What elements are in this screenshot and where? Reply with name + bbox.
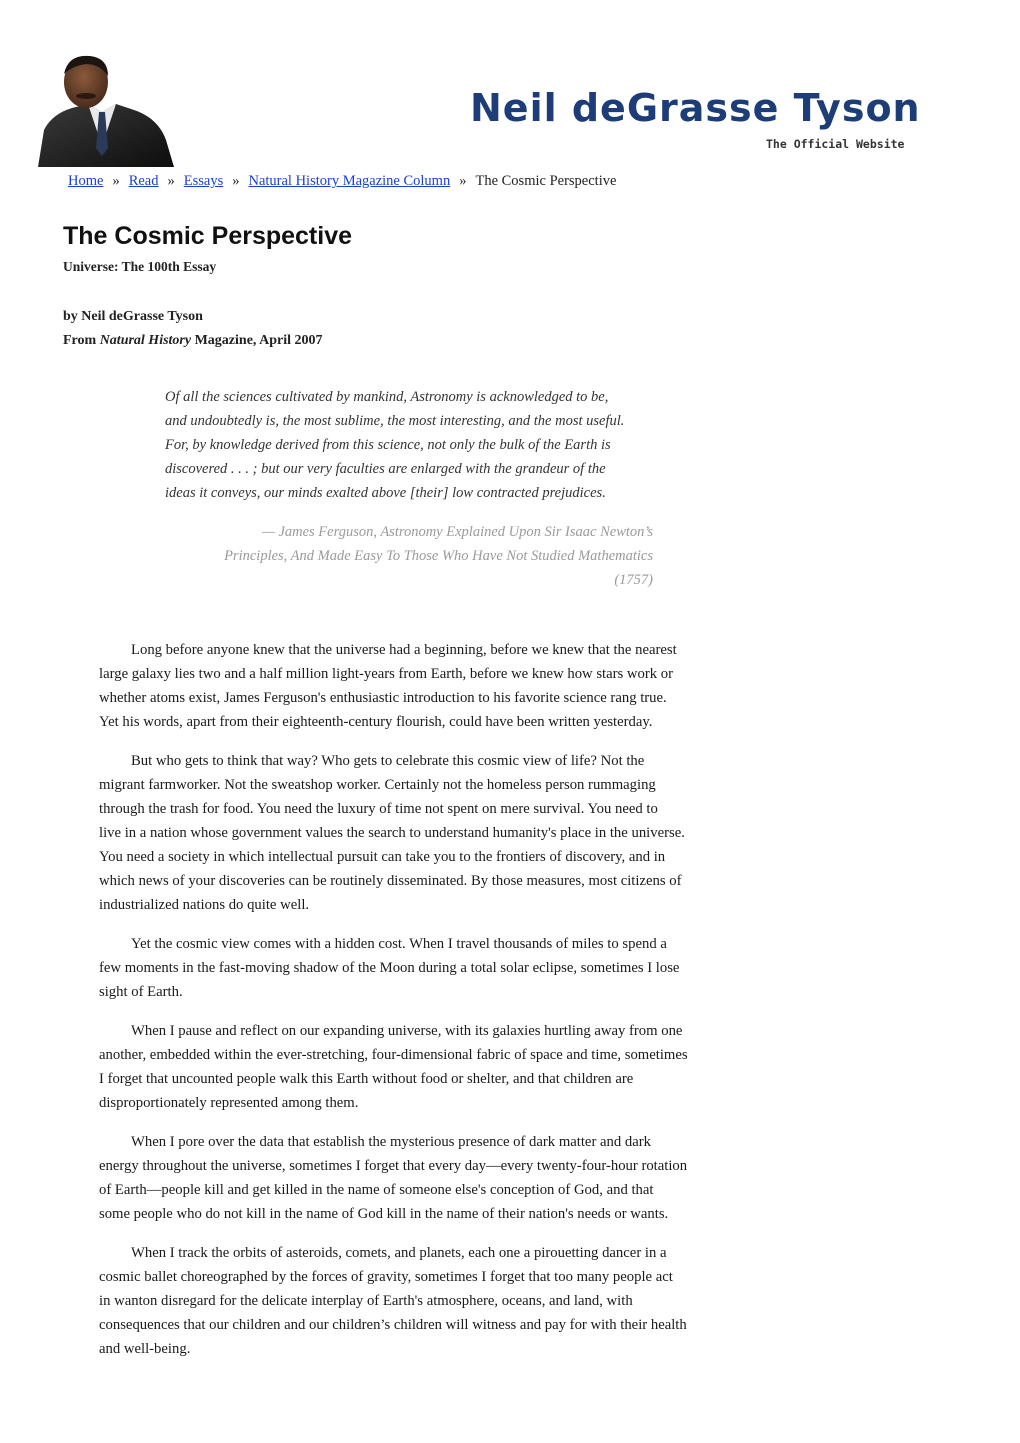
breadcrumb-current: The Cosmic Perspective xyxy=(475,173,617,189)
source-publication: Natural History xyxy=(99,333,192,348)
breadcrumb-link-home[interactable]: Home xyxy=(68,173,104,189)
paragraph-line: When I track the orbits of asteroids, comets, and planets, each one a pirouetting dancer in a xyxy=(131,1245,667,1261)
source-prefix: From xyxy=(63,333,97,348)
paragraph-line: energy throughout the universe, sometimes I forget that every day—every twenty-four-hour rotation xyxy=(99,1158,688,1174)
paragraph-line: When I pause and reflect on our expanding universe, with its galaxies hurtling away from one xyxy=(131,1023,683,1039)
paragraph-line: industrialized nations do quite well. xyxy=(99,897,310,913)
breadcrumb-separator: » xyxy=(112,173,120,189)
paragraph-line: some people who do not kill in the name of God kill in the name of their nation's needs or wants. xyxy=(99,1206,669,1222)
epigraph-line: Of all the sciences cultivated by mankind, Astronomy is acknowledged to be, xyxy=(165,389,609,405)
epigraph-line: discovered . . . ; but our very faculties are enlarged with the grandeur of the xyxy=(165,461,606,477)
epigraph-line: For, by knowledge derived from this science, not only the bulk of the Earth is xyxy=(165,437,611,453)
page-subtitle: Universe: The 100th Essay xyxy=(63,259,217,274)
paragraph xyxy=(99,932,759,1004)
paragraph-line: large galaxy lies two and a half million light-years from Earth, before we knew how stars work or xyxy=(99,666,674,682)
paragraph-line: live in a nation whose government values the search to understand humanity's place in the universe. xyxy=(99,825,685,841)
paragraph-line: in wanton disregard for the delicate interplay of Earth's atmosphere, oceans, and land, with xyxy=(99,1293,633,1309)
paragraph xyxy=(99,1130,759,1226)
paragraph xyxy=(99,1019,759,1115)
paragraph-line: But who gets to think that way? Who gets to celebrate this cosmic view of life? Not the xyxy=(131,753,645,769)
paragraph-line: sight of Earth. xyxy=(99,984,183,1000)
epigraph-line: and undoubtedly is, the most sublime, the most interesting, and the most useful. xyxy=(165,413,625,429)
paragraph-line: I forget that uncounted people walk this Earth without food or shelter, and that children are xyxy=(99,1071,634,1087)
epigraph-attribution xyxy=(160,520,653,592)
paragraph-line: another, embedded within the ever-stretching, four-dimensional fabric of space and time, sometimes xyxy=(99,1047,688,1063)
site-header xyxy=(0,0,1020,170)
paragraph-line: disproportionately represented among them. xyxy=(99,1095,359,1111)
paragraph-line: You need a society in which intellectual pursuit can take you to the frontiers of discovery, and in xyxy=(99,849,666,865)
paragraph xyxy=(99,749,759,917)
breadcrumb-link-natural-history-column[interactable]: Natural History Magazine Column xyxy=(248,173,451,189)
breadcrumb-separator: » xyxy=(459,173,467,189)
publication-source xyxy=(63,333,323,349)
author-portrait-image xyxy=(38,52,178,167)
site-subtitle: The Official Website xyxy=(766,137,905,151)
paragraph-line: migrant farmworker. Not the sweatshop worker. Certainly not the homeless person rummaging xyxy=(99,777,656,793)
attribution-line: (1757) xyxy=(614,572,653,588)
breadcrumb-link-essays[interactable]: Essays xyxy=(183,173,224,189)
paragraph-line: of Earth—people kill and get killed in the name of someone else's conception of God, and that xyxy=(99,1182,654,1198)
paragraph xyxy=(99,638,759,734)
page-title: The Cosmic Perspective xyxy=(63,222,353,250)
site-title: Neil deGrasse Tyson xyxy=(470,86,921,130)
paragraph-line: whether atoms exist, James Ferguson's enthusiastic introduction to his favorite science rang true. xyxy=(99,690,667,706)
paragraph-line: which news of your discoveries can be routinely disseminated. By those measures, most citizens of xyxy=(99,873,682,889)
paragraph-line: few moments in the fast-moving shadow of the Moon during a total solar eclipse, sometimes I lose xyxy=(99,960,680,976)
attribution-line: Principles, And Made Easy To Those Who Have Not Studied Mathematics xyxy=(224,548,653,564)
breadcrumb-link-read[interactable]: Read xyxy=(128,173,159,189)
breadcrumb-separator: » xyxy=(167,173,175,189)
epigraph-quote xyxy=(165,385,695,505)
paragraph xyxy=(99,1241,759,1361)
epigraph-line: ideas it conveys, our minds exalted above [their] low contracted prejudices. xyxy=(165,485,606,501)
paragraph-line: through the trash for food. You need the luxury of time not spent on mere survival. You need to xyxy=(99,801,658,817)
attribution-line: — James Ferguson, Astronomy Explained Upon Sir Isaac Newton’s xyxy=(261,524,653,540)
source-suffix: Magazine, April 2007 xyxy=(194,333,323,348)
paragraph-line: cosmic ballet choreographed by the forces of gravity, sometimes I forget that too many people act xyxy=(99,1269,673,1285)
paragraph-line: When I pore over the data that establish the mysterious presence of dark matter and dark xyxy=(131,1134,651,1150)
paragraph-line: Long before anyone knew that the universe had a beginning, before we knew that the nearest xyxy=(131,642,677,658)
paragraph-line: Yet the cosmic view comes with a hidden cost. When I travel thousands of miles to spend a xyxy=(131,936,667,952)
article-body xyxy=(99,638,759,1376)
paragraph-line: Yet his words, apart from their eighteenth-century flourish, could have been written yesterday. xyxy=(99,714,653,730)
byline: by Neil deGrasse Tyson xyxy=(63,309,203,324)
breadcrumb-separator: » xyxy=(232,173,240,189)
paragraph-line: consequences that our children and our children’s children will witness and pay for with their health xyxy=(99,1317,687,1333)
paragraph-line: and well-being. xyxy=(99,1341,191,1357)
breadcrumb xyxy=(68,173,616,190)
